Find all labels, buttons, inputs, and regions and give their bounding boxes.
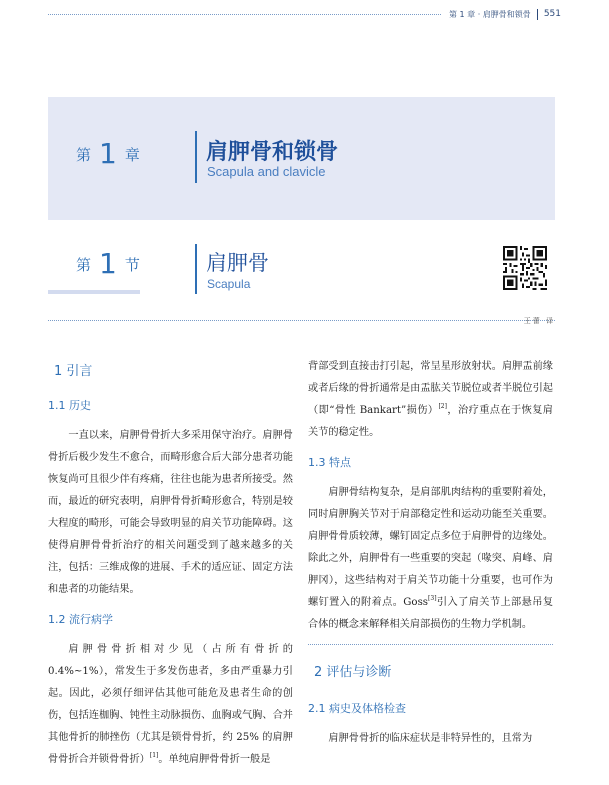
translator-credit: 王蕾 译 (523, 317, 555, 325)
features-text-end: 引入了肩关节上部悬吊复合体的概念来解释相关肩部损伤的生物力学机制。 (308, 597, 554, 630)
heading-epidemiology: 1.2 流行病学 (48, 613, 113, 626)
running-head-chapter: 第 1 章 · 肩胛骨和锁骨 (449, 9, 531, 19)
section-divider (195, 244, 197, 294)
continued-text-end: ，治疗重点在于恢复肩关节的稳定性。 (308, 405, 553, 438)
header-separator (537, 9, 538, 20)
section-number: 1 (99, 247, 117, 280)
section-title-english: Scapula (207, 277, 251, 291)
section-dotted-rule (48, 320, 555, 321)
citation-2: [2] (438, 403, 447, 410)
citation-3: [3] (428, 595, 437, 602)
section-label-prefix: 第 (76, 256, 92, 274)
heading-history-exam: 2.1 病史及体格检查 (308, 702, 406, 715)
chapter-label-suffix: 章 (124, 146, 140, 164)
page-number: 551 (543, 9, 561, 19)
epidemiology-text-end: 。单纯肩胛骨骨折一般是 (158, 754, 271, 765)
section-label-suffix: 节 (124, 256, 140, 274)
section-title: 肩胛骨 (206, 251, 269, 275)
chapter-title-block (48, 97, 555, 220)
header-dotted-rule (48, 14, 441, 15)
heading-introduction: 1 引言 (54, 364, 93, 379)
paragraph-history-exam: 肩胛骨骨折的临床症状是非特异性的，且常为 (328, 733, 533, 744)
paragraph-features (308, 482, 553, 636)
heading-history: 1.1 历史 (48, 399, 91, 412)
section-title-block (48, 236, 555, 296)
epidemiology-text: 肩胛骨骨折相对少见（占所有骨折的 0.4%~1%），常发生于多发伤患者，多由严重暴力引起。因此，必须仔细评估其他可能危及患者生命的创伤，包括连枷胸、钝性主动脉损伤、血胸或气胸、合并其他骨折的肺挫伤（尤其是锁骨骨折，约 25% 的肩胛骨骨折合并锁骨骨折） (48, 644, 293, 765)
paragraph-history: 一直以来，肩胛骨骨折大多采用保守治疗。肩胛骨骨折后极少发生不愈合，而畸形愈合后大部分患者功能恢复尚可且很少伴有疼痛，往往也能为患者所接受。然而，最近的研究表明，肩胛骨骨折畸形愈合，特别是较大程度的畸形，可能会导致明显的肩关节功能障碍。这使得肩胛骨骨折治疗的相关问题受到了越来越多的关注，包括：三维成像的进展、手术的适应证、固定方法和患者的功能结果。 (48, 430, 293, 595)
citation-1: [1] (149, 752, 159, 759)
left-column (48, 352, 293, 779)
chapter-number: 1 (99, 137, 117, 170)
paragraph-continued (308, 356, 553, 444)
chapter-divider (195, 131, 197, 183)
column-dotted-rule (308, 644, 553, 645)
running-head (48, 6, 561, 22)
chapter-label-prefix: 第 (76, 146, 92, 164)
heading-evaluation: 2 评估与诊断 (314, 665, 392, 680)
heading-features: 1.3 特点 (308, 456, 351, 469)
chapter-title-english: Scapula and clavicle (207, 164, 326, 179)
section-underline (48, 290, 140, 294)
qr-code-icon[interactable] (503, 246, 547, 290)
right-column (308, 356, 553, 758)
chapter-label (76, 137, 140, 170)
continued-text: 背部受到直接击打引起，常呈星形放射状。肩胛盂前缘或者后缘的骨折通常是由盂肱关节脱位或者半脱位引起（即“骨性 Bankart”损伤） (308, 361, 553, 416)
chapter-title: 肩胛骨和锁骨 (206, 140, 339, 165)
paragraph-epidemiology (48, 639, 293, 771)
features-text: 肩胛骨结构复杂，是肩部肌肉结构的重要附着处，同时肩胛胸关节对于肩部稳定性和运动功能至关重要。肩胛骨骨质较薄，螺钉固定点多位于肩胛骨的边缘处。除此之外，肩胛骨有一些重要的突起（喙突、肩峰、肩胛冈），这些结构对于肩关节功能十分重要，也可作为螺钉置入的附着点。Goss (308, 487, 553, 608)
section-label (76, 247, 140, 280)
